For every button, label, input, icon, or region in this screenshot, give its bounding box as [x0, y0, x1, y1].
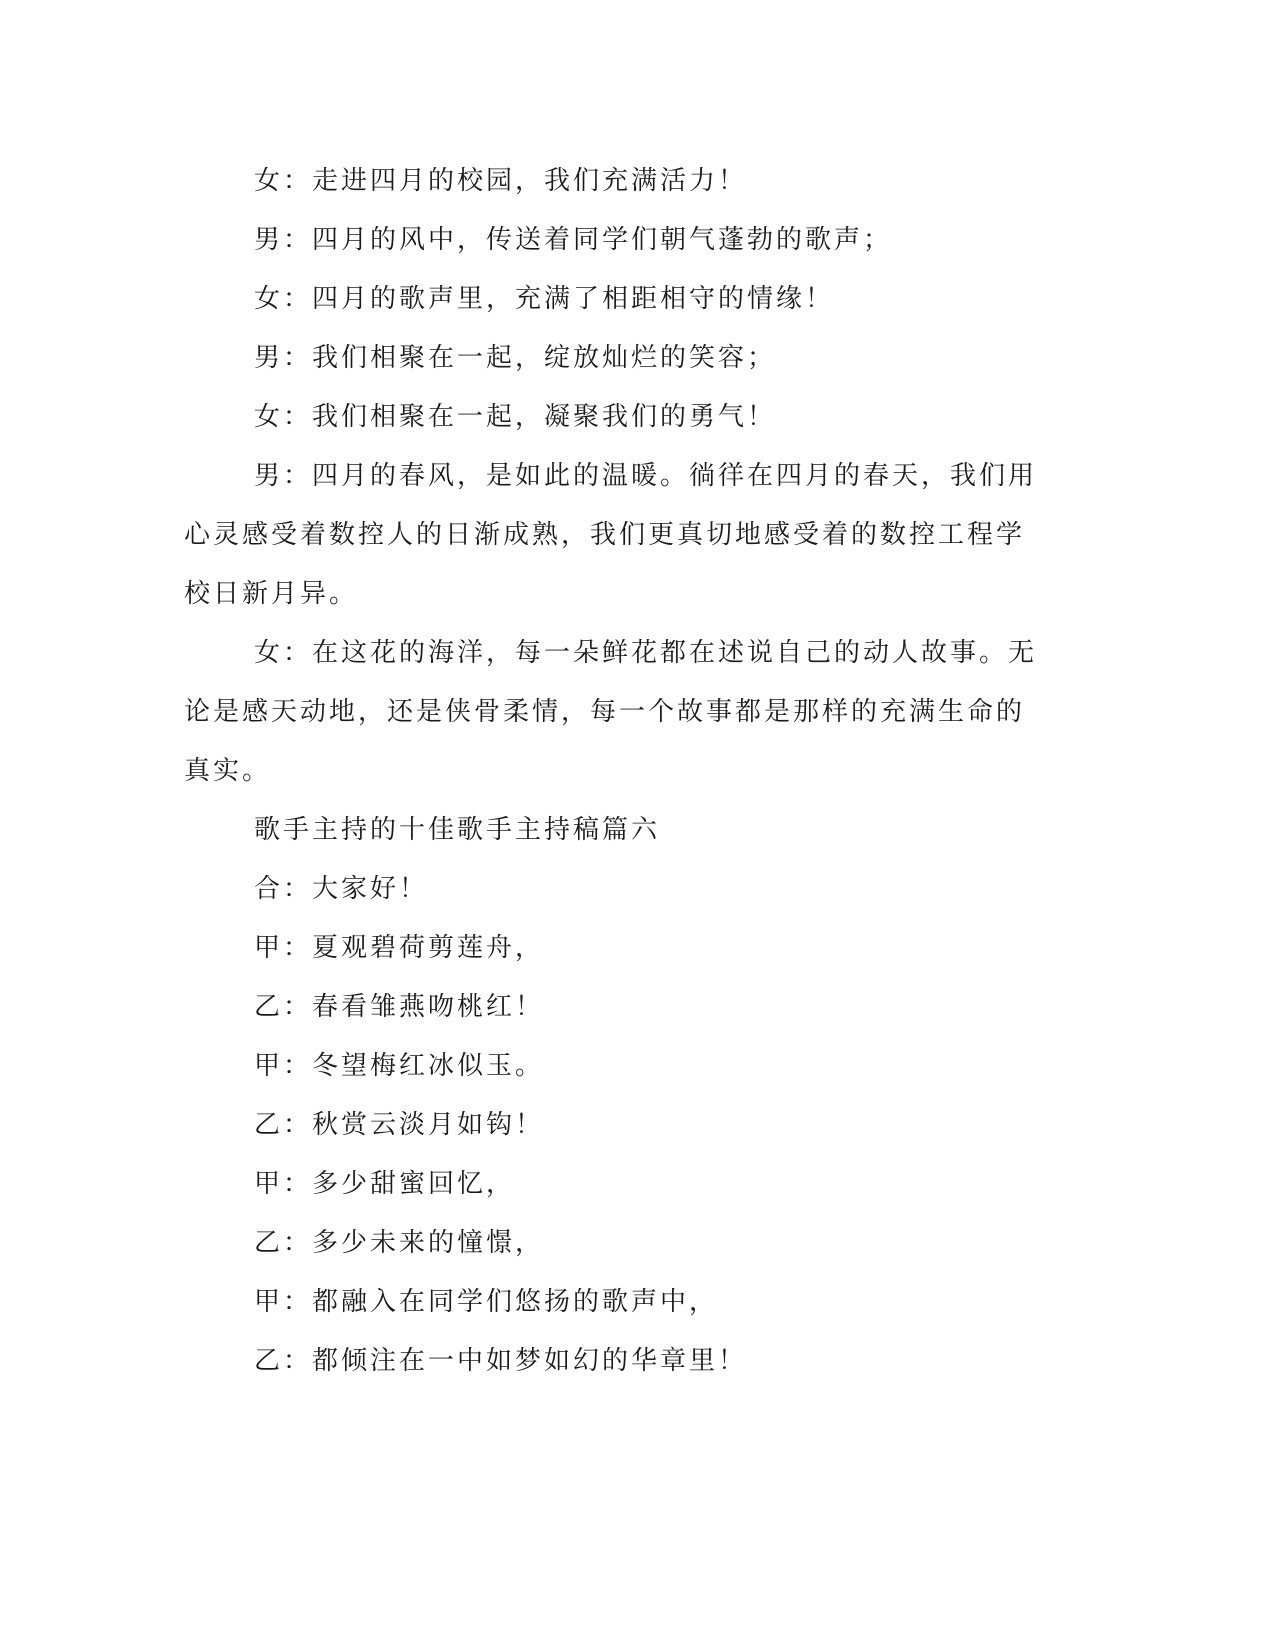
section-heading: 歌手主持的十佳歌手主持稿篇六 — [254, 815, 661, 845]
dialogue-line-male: 男：我们相聚在一起，绽放灿烂的笑容； — [254, 343, 777, 373]
dialogue-line-male: 男：四月的风中，传送着同学们朝气蓬勃的歌声； — [254, 225, 893, 255]
dialogue-line-yi: 乙：春看雏燕吻桃红！ — [254, 992, 545, 1022]
dialogue-line-jia: 甲：多少甜蜜回忆， — [254, 1169, 516, 1199]
document-body — [184, 152, 1044, 1391]
dialogue-line-female: 女：在这花的海洋，每一朵鲜花都在述说自己的动人故事。无论是感天动地，还是侠骨柔情，每一个故事都是那样的充满生命的真实。 — [184, 638, 1038, 786]
dialogue-line-together: 合：大家好！ — [254, 874, 429, 904]
dialogue-line-male: 男：四月的春风，是如此的温暖。徜徉在四月的春天，我们用心灵感受着数控人的日渐成熟，我们更真切地感受着的数控工程学校日新月异。 — [184, 461, 1038, 609]
dialogue-line-yi: 乙：都倾注在一中如梦如幻的华章里！ — [254, 1346, 748, 1376]
dialogue-line-jia: 甲：夏观碧荷剪莲舟， — [254, 933, 545, 963]
dialogue-line-jia: 甲：冬望梅红冰似玉。 — [254, 1051, 545, 1081]
dialogue-line-female: 女：我们相聚在一起，凝聚我们的勇气！ — [254, 402, 777, 432]
dialogue-line-female: 女：走进四月的校园，我们充满活力！ — [254, 166, 748, 196]
dialogue-line-yi: 乙：多少未来的憧憬， — [254, 1228, 545, 1258]
dialogue-line-jia: 甲：都融入在同学们悠扬的歌声中， — [254, 1287, 719, 1317]
dialogue-line-female: 女：四月的歌声里，充满了相距相守的情缘！ — [254, 284, 835, 314]
dialogue-line-yi: 乙：秋赏云淡月如钩！ — [254, 1110, 545, 1140]
